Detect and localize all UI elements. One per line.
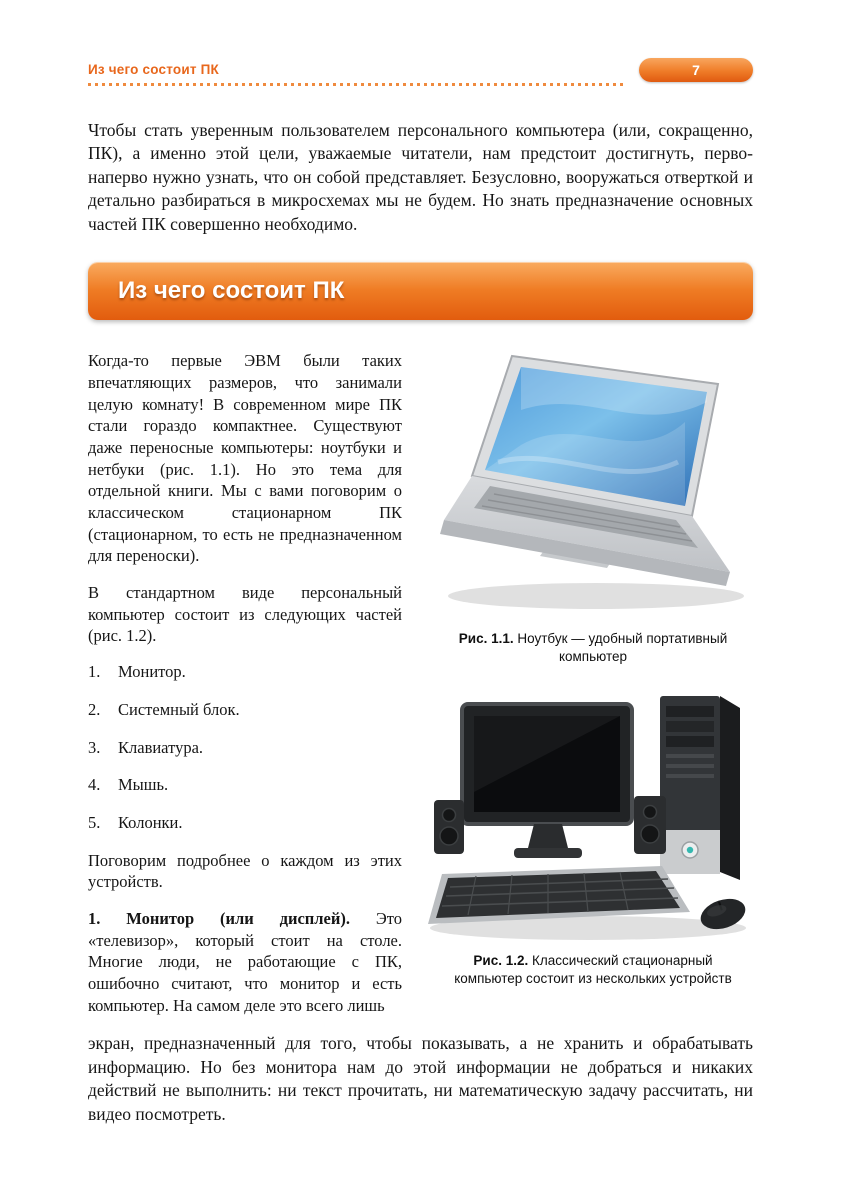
list-item	[88, 699, 402, 721]
dotted-separator	[88, 83, 623, 86]
figure-caption-label: Рис. 1.1.	[458, 631, 514, 647]
paragraph-parts-intro: В стандартном виде персональный компьютер состоит из следующих частей (рис. 1.2).	[88, 583, 402, 646]
section-title: Из чего состоит ПК	[118, 277, 345, 305]
section-banner	[88, 262, 753, 320]
list-item-text: Монитор.	[118, 662, 186, 682]
list-item-number: 4.	[88, 775, 101, 795]
two-column-layout	[88, 350, 753, 1031]
running-title: Из чего состоит ПК	[88, 62, 219, 77]
paragraph-monitor-continuation: экран, предназначенный для того, чтобы показывать, а не хранить и обрабатывать информацию. Но без монитора нам до этой информации не добраться и никаких действий не выполнить: ни текст прочитать, ни математическую задачу рассчитать, ни видео посмотреть.	[88, 1033, 753, 1124]
paragraph-monitor-lead: 1. Монитор (или дисплей).	[88, 908, 351, 928]
list-item-number: 3.	[88, 737, 101, 757]
list-item	[88, 774, 402, 796]
paragraph-monitor-rest: Это «телевизор», который стоит на столе. Многие люди, не работающие с ПК, ошибочно считают, что монитор и есть компьютер. На самом деле это всего лишь	[88, 908, 402, 1015]
list-item-text: Мышь.	[118, 775, 169, 795]
list-item	[88, 737, 402, 759]
page-header	[88, 58, 753, 92]
paragraph-devices-intro: Поговорим подробнее о каждом из этих устройств.	[88, 850, 402, 892]
laptop-illustration-icon	[428, 350, 758, 622]
figure-caption-text: Ноутбук — удобный портативный компьютер	[513, 631, 728, 664]
page-number-badge	[639, 58, 753, 82]
figure-desktop	[428, 682, 758, 988]
figure-caption-label: Рис. 1.2.	[473, 952, 529, 968]
figure-caption	[428, 952, 758, 988]
desktop-pc-illustration-icon	[428, 682, 758, 944]
list-item	[88, 661, 402, 683]
paragraph-history: Когда-то первые ЭВМ были таких впечатляющих размеров, что занимали целую комнату! В современном мире ПК стали гораздо компактнее. Существуют даже переносные компьютеры: ноутбуки и нетбуки (рис. 1.1). Но это тема для отдельной книги. Мы с вами поговорим о классическом стационарном ПК (стационарном, то есть не предназначенном для переноски).	[88, 351, 402, 566]
page-number: 7	[692, 62, 700, 78]
list-item-number: 2.	[88, 699, 101, 719]
paragraph-monitor	[88, 908, 402, 1016]
list-item-text: Клавиатура.	[118, 737, 204, 757]
figure-caption	[428, 630, 758, 666]
list-item-text: Системный блок.	[118, 699, 240, 719]
figure-column	[428, 350, 758, 1031]
list-item-number: 5.	[88, 812, 101, 832]
figure-laptop	[428, 350, 758, 666]
list-item-text: Колонки.	[118, 812, 183, 832]
pc-parts-list	[88, 661, 402, 833]
figure-caption-text: Классический стационарный компьютер состоит из нескольких устройств	[454, 952, 732, 986]
text-column	[88, 350, 402, 1031]
list-item	[88, 812, 402, 834]
intro-paragraph: Чтобы стать уверенным пользователем персонального компьютера (или, сокращенно, ПК), а именно этой цели, уважаемые читатели, нам предстоит достигнуть, перво-наперво нужно узнать, что он собой представляет. Безусловно, вооружаться отверткой и детально разбираться в микросхемах мы не будем. Но знать предназначение основных частей ПК совершенно необходимо.	[88, 120, 753, 234]
list-item-number: 1.	[88, 662, 101, 682]
